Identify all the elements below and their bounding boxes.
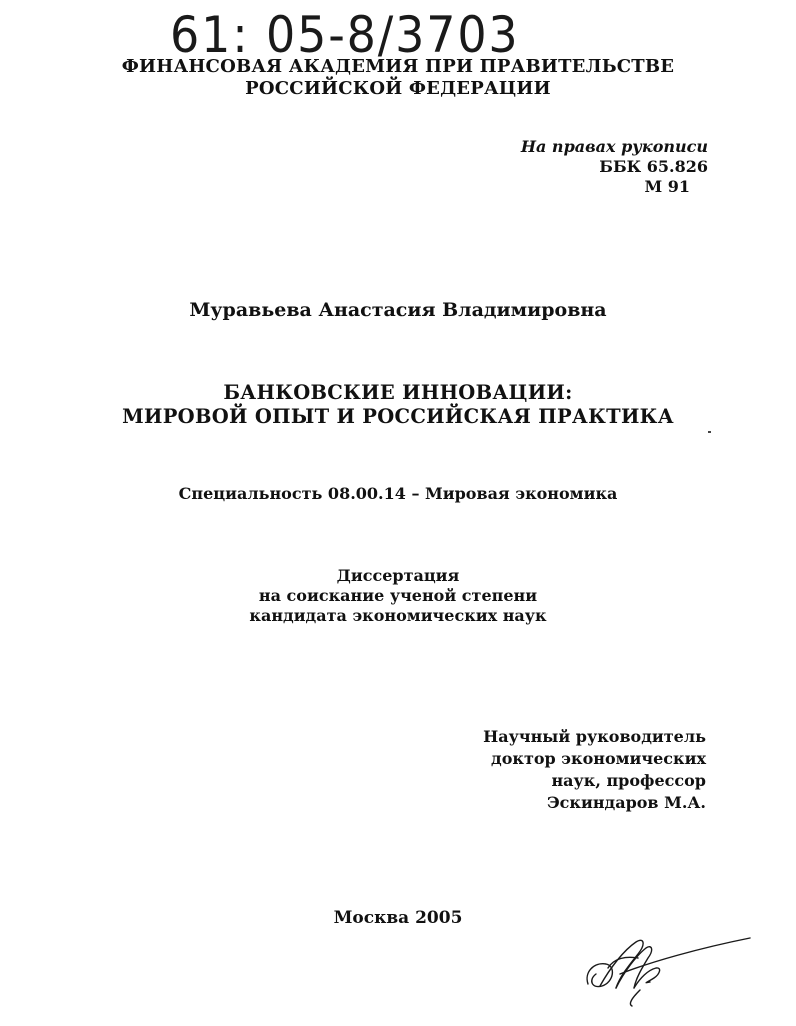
degree-statement	[0, 566, 796, 626]
title-line-2: МИРОВОЙ ОПЫТ И РОССИЙСКАЯ ПРАКТИКА	[122, 405, 674, 428]
author-name: Муравьева Анастасия Владимировна	[189, 299, 607, 321]
degree-line-3: кандидата экономических наук	[249, 606, 547, 625]
manuscript-rights-label: На правах рукописи	[520, 137, 708, 156]
dissertation-title	[0, 381, 796, 429]
bbk-code: ББК 65.826	[599, 157, 708, 176]
handwritten-catalog-code: 61: 05-8/3703	[170, 6, 520, 64]
supervisor-line-2: доктор экономических	[491, 749, 706, 768]
scan-speck	[708, 431, 711, 433]
title-line-1: БАНКОВСКИЕ ИННОВАЦИИ:	[223, 381, 573, 404]
organization-line-1: ФИНАНСОВАЯ АКАДЕМИЯ ПРИ ПРАВИТЕЛЬСТВЕ	[121, 56, 675, 77]
supervisor-line-3: наук, профессор	[551, 771, 706, 790]
organization-name	[0, 56, 796, 100]
supervisor-block	[483, 726, 706, 814]
degree-line-2: на соискание ученой степени	[258, 586, 538, 605]
specialty-line: Специальность 08.00.14 – Мировая экономика	[178, 484, 618, 503]
manuscript-rights-block	[521, 137, 708, 197]
signature-icon	[580, 928, 755, 1008]
city-year: Москва 2005	[333, 908, 463, 928]
author-mark-code: М 91	[644, 177, 690, 196]
organization-line-2: РОССИЙСКОЙ ФЕДЕРАЦИИ	[245, 78, 551, 99]
degree-line-1: Диссертация	[336, 566, 460, 585]
supervisor-line-1: Научный руководитель	[483, 727, 706, 746]
supervisor-line-4: Эскиндаров М.А.	[546, 793, 706, 812]
